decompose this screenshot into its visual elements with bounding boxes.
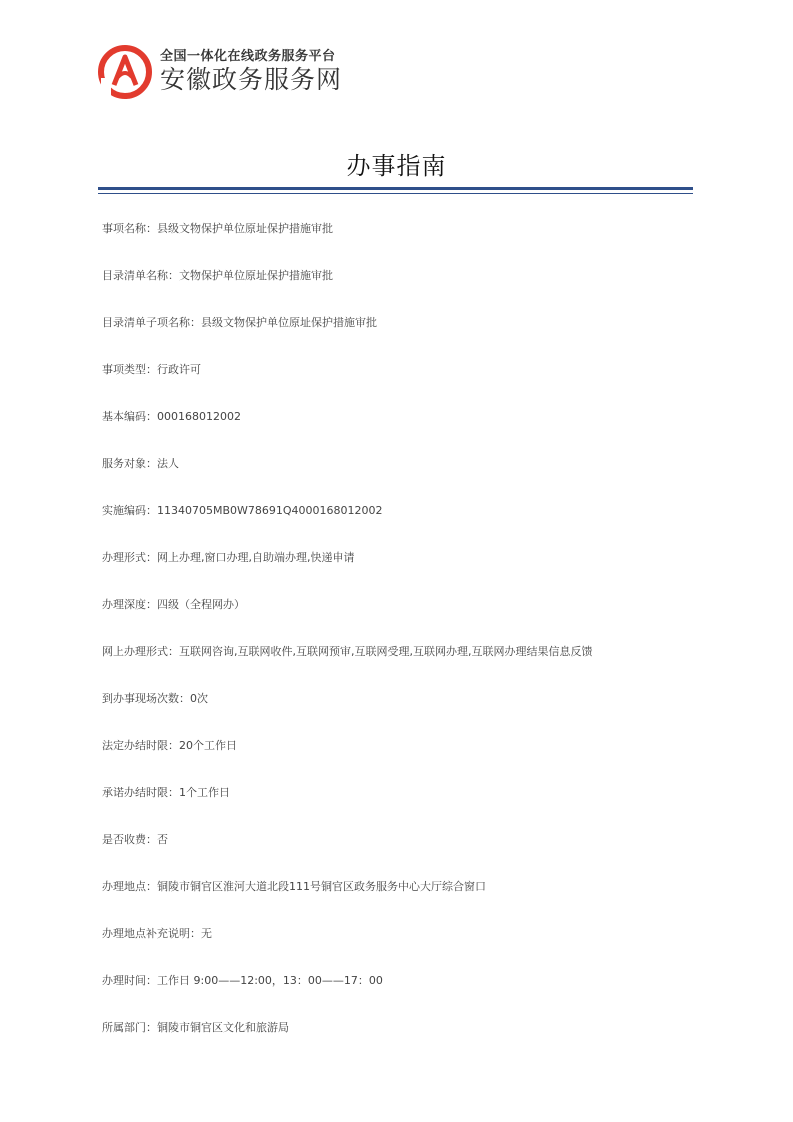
guide-field-row <box>102 361 702 408</box>
field-separator: ： <box>190 316 201 329</box>
field-label: 办理时间 <box>102 974 146 987</box>
guide-field-row <box>102 784 702 831</box>
field-label: 基本编码 <box>102 410 146 423</box>
field-label: 办理深度 <box>102 598 146 611</box>
field-value: 1个工作日 <box>179 786 230 799</box>
title-divider-thick <box>98 187 693 190</box>
guide-field-row <box>102 267 702 314</box>
field-label: 网上办理形式 <box>102 645 168 658</box>
field-separator: ： <box>168 786 179 799</box>
field-value: 11340705MB0W78691Q4000168012002 <box>157 504 383 517</box>
field-separator: ： <box>146 598 157 611</box>
field-label: 办理地点补充说明 <box>102 927 190 940</box>
field-label: 承诺办结时限 <box>102 786 168 799</box>
field-value: 行政许可 <box>157 363 201 376</box>
guide-field-row <box>102 643 702 690</box>
field-label: 事项名称 <box>102 222 146 235</box>
field-value: 县级文物保护单位原址保护措施审批 <box>201 316 377 329</box>
field-value: 县级文物保护单位原址保护措施审批 <box>157 222 333 235</box>
guide-field-row <box>102 314 702 361</box>
field-label: 实施编码 <box>102 504 146 517</box>
field-separator: ： <box>168 739 179 752</box>
field-separator: ： <box>146 222 157 235</box>
guide-field-row <box>102 1019 702 1066</box>
guide-field-row <box>102 455 702 502</box>
guide-field-row <box>102 737 702 784</box>
field-value: 0次 <box>190 692 208 705</box>
anhui-logo-icon <box>98 45 152 99</box>
guide-field-row <box>102 690 702 737</box>
field-value: 无 <box>201 927 212 940</box>
field-value: 铜陵市铜官区文化和旅游局 <box>157 1021 289 1034</box>
field-label: 事项类型 <box>102 363 146 376</box>
field-separator: ： <box>168 645 179 658</box>
field-separator: ： <box>146 1021 157 1034</box>
field-separator: ： <box>146 504 157 517</box>
field-separator: ： <box>179 692 190 705</box>
field-separator: ： <box>146 551 157 564</box>
field-label: 办理形式 <box>102 551 146 564</box>
field-separator: ： <box>146 457 157 470</box>
field-value: 否 <box>157 833 168 846</box>
field-value: 网上办理,窗口办理,自助端办理,快递申请 <box>157 551 355 564</box>
field-separator: ： <box>168 269 179 282</box>
field-label: 办理地点 <box>102 880 146 893</box>
guide-field-row <box>102 502 702 549</box>
guide-field-row <box>102 878 702 925</box>
page-title: 办事指南 <box>346 152 447 180</box>
field-separator: ： <box>146 833 157 846</box>
guide-field-row <box>102 408 702 455</box>
field-separator: ： <box>146 363 157 376</box>
field-label: 所属部门 <box>102 1021 146 1034</box>
field-value: 铜陵市铜官区淮河大道北段111号铜官区政务服务中心大厅综合窗口 <box>157 880 486 893</box>
guide-field-row <box>102 549 702 596</box>
guide-field-row <box>102 925 702 972</box>
field-value: 互联网咨询,互联网收件,互联网预审,互联网受理,互联网办理,互联网办理结果信息反馈 <box>179 645 593 658</box>
guide-field-row <box>102 831 702 878</box>
field-value: 20个工作日 <box>179 739 237 752</box>
logo-text <box>160 49 342 95</box>
field-separator: ： <box>146 880 157 893</box>
guide-field-row <box>102 596 702 643</box>
logo-subtitle: 全国一体化在线政务服务平台 <box>160 49 336 64</box>
field-value: 000168012002 <box>157 410 241 423</box>
site-header <box>98 44 342 100</box>
field-label: 到办事现场次数 <box>102 692 179 705</box>
field-label: 是否收费 <box>102 833 146 846</box>
field-separator: ： <box>190 927 201 940</box>
field-label: 法定办结时限 <box>102 739 168 752</box>
field-separator: ： <box>146 410 157 423</box>
title-divider-thin <box>98 193 693 194</box>
field-label: 目录清单子项名称 <box>102 316 190 329</box>
field-separator: ： <box>146 974 157 987</box>
field-label: 目录清单名称 <box>102 269 168 282</box>
field-value: 四级（全程网办） <box>157 598 245 611</box>
logo-site-name: 安徽政务服务网 <box>160 65 343 94</box>
field-value: 工作日 9:00——12:00，13：00——17：00 <box>157 974 383 987</box>
field-value: 法人 <box>157 457 179 470</box>
guide-fields <box>102 220 702 1066</box>
guide-field-row <box>102 220 702 267</box>
guide-field-row <box>102 972 702 1019</box>
field-label: 服务对象 <box>102 457 146 470</box>
field-value: 文物保护单位原址保护措施审批 <box>179 269 333 282</box>
